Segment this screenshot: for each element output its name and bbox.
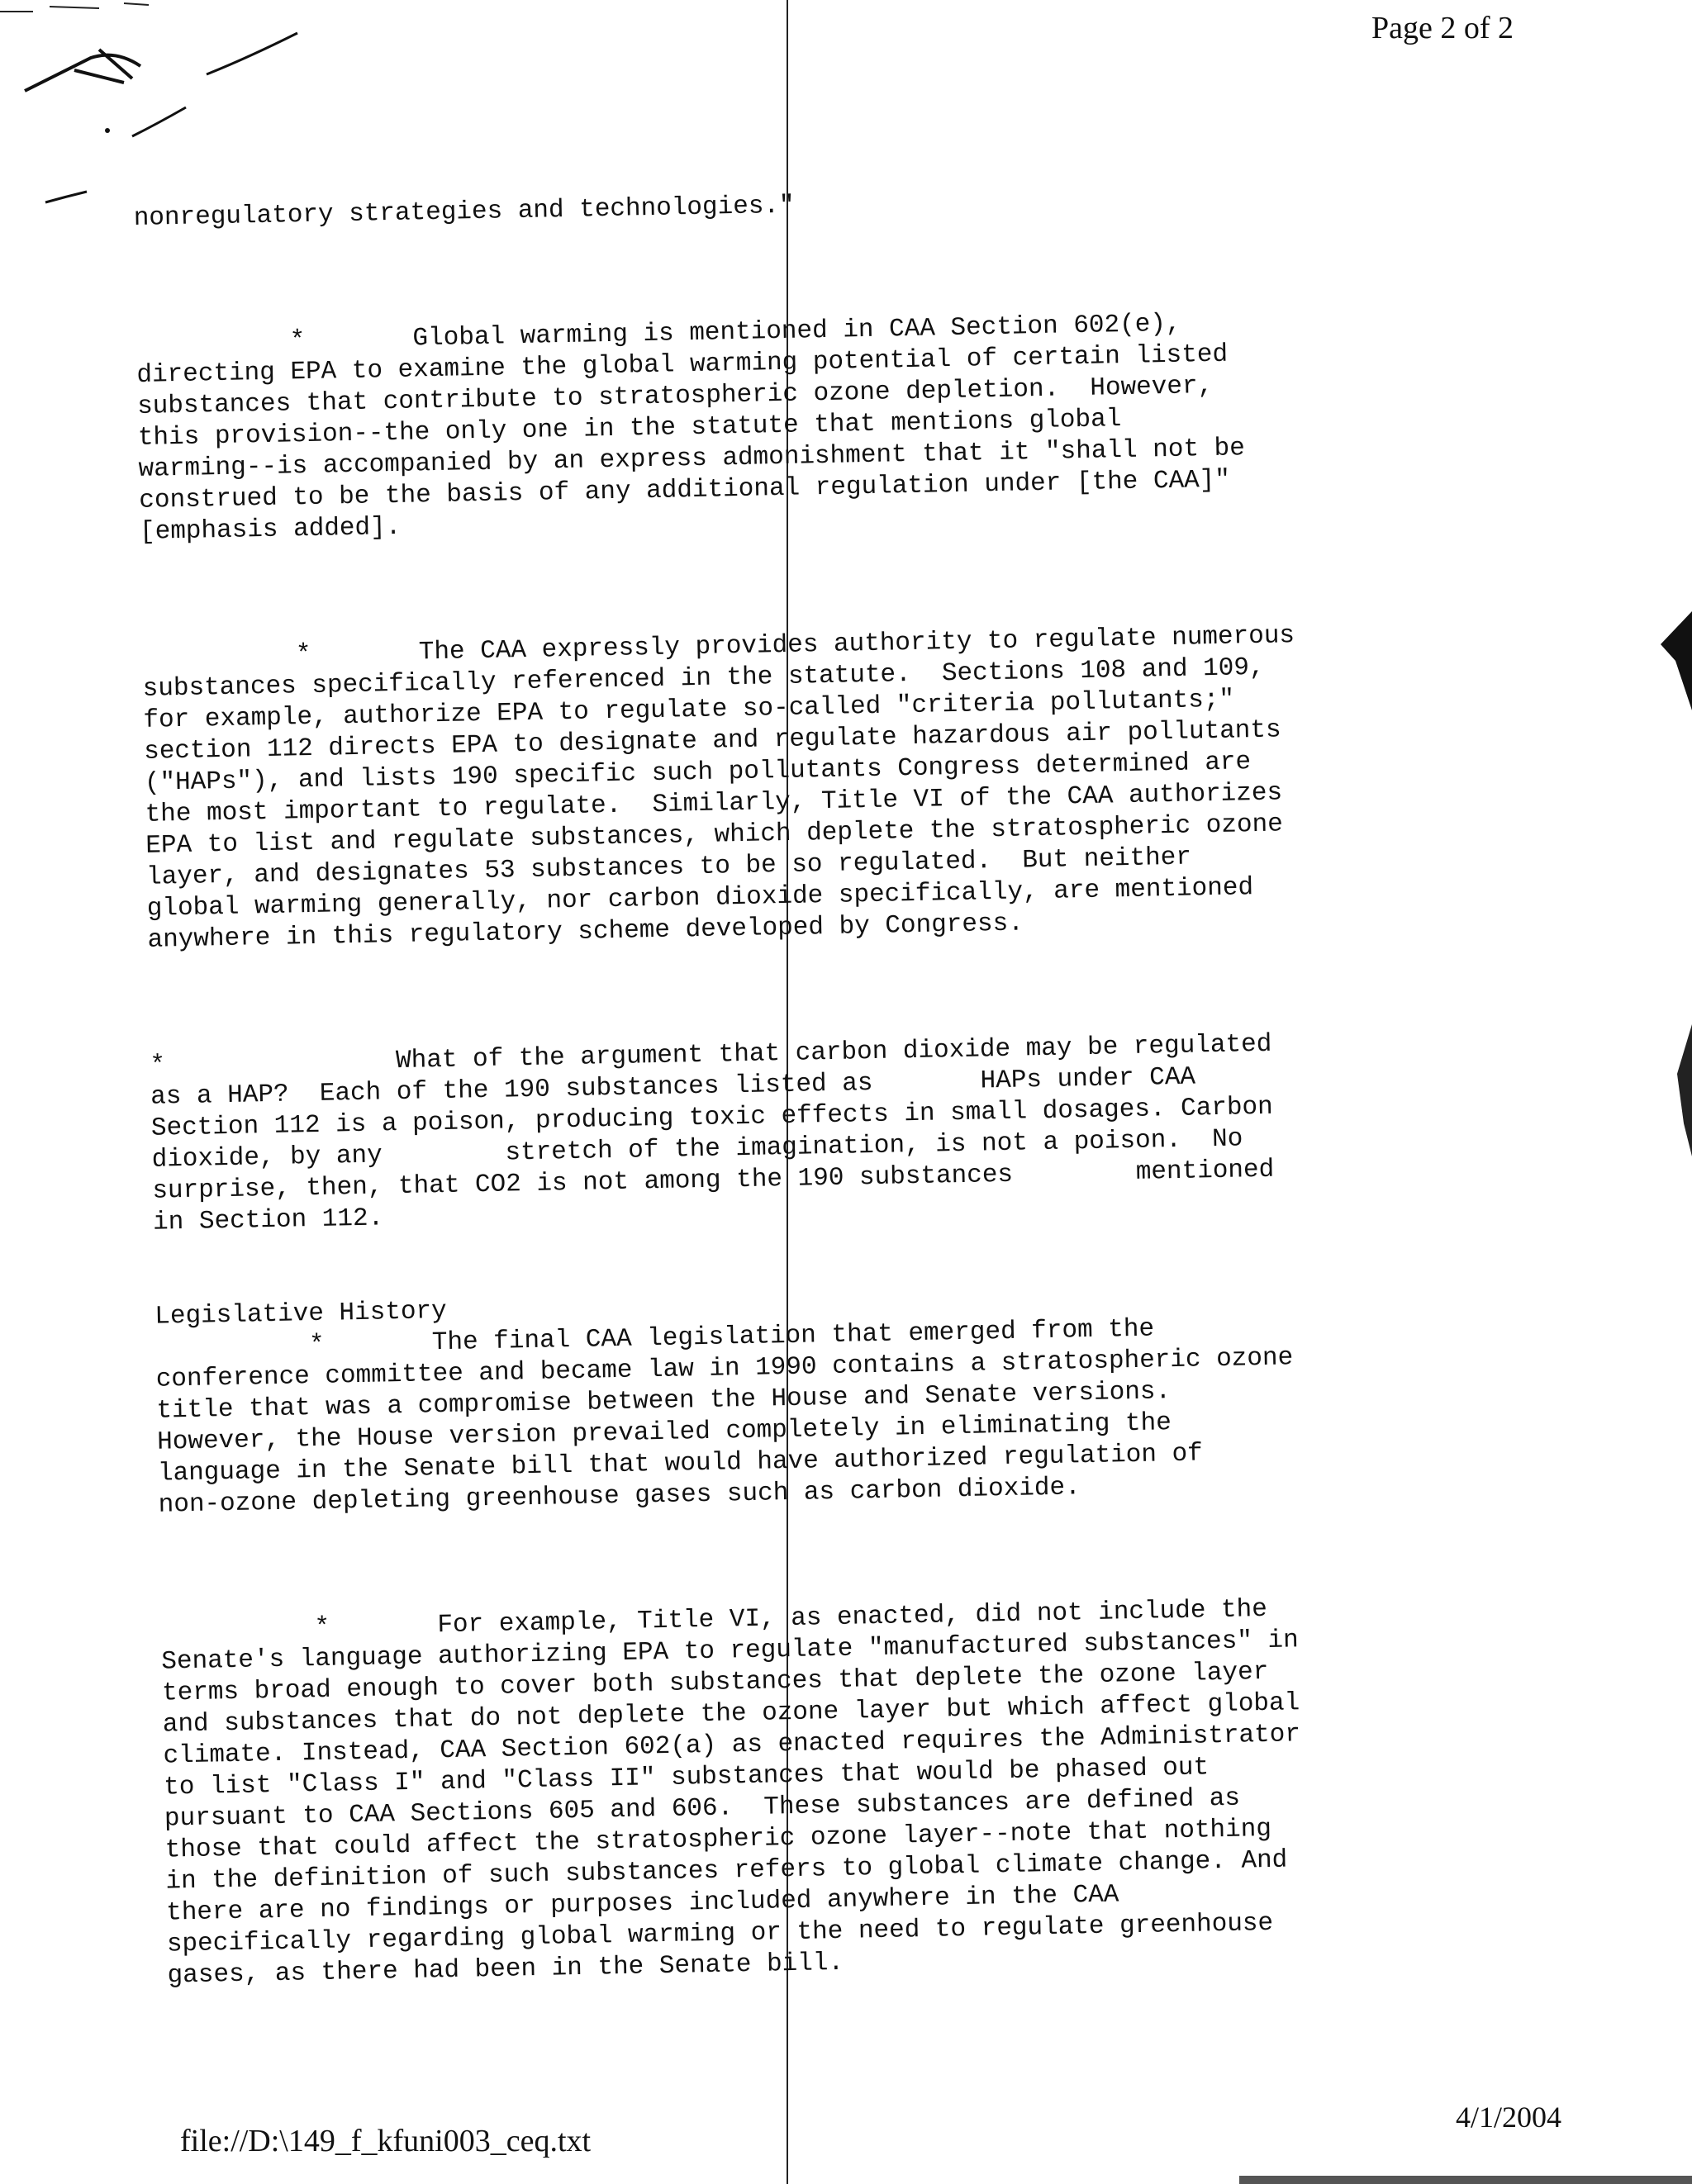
document-body [132,116,1433,2055]
paragraph-caa-authority: * The CAA expressly provides authority to regulate numerous substances specifically referenced in the statute. Sections 108 and 109, for example, authorize EPA to regulate so-called "criteria pollutants;" section 112 directs EPA to designate and regulate hazardous air pollutants ("HAPs"), and lists 190 specific such pollutants Congress determined are the most important to regulate. Similarly, Title VI of the CAA authorizes EPA to list and regulate substances, which deplete the stratospheric ozone layer, and designates 53 substances to be so regulated. But neither global warming generally, nor carbon dioxide specifically, are mentioned anywhere in this regulatory scheme developed by Congress. [141,621,1295,955]
bottom-edge-shadow [1239,2171,1692,2184]
paragraph-intro-tail: nonregulatory strategies and technologies." [133,191,795,233]
page-counter: Page 2 of 2 [1371,11,1514,45]
paragraph-global-warming: * Global warming is mentioned in CAA Section 602(e), directing EPA to examine the global warming potential of certain listed substances that contribute to stratospheric ozone depletion. However, this provision--the only one in the statute that mentions global warming--is accompanied by an express admonishment that it "shall not be construed to be the basis of any additional regulation under [the CAA]" [emphasis added]. [135,309,1246,547]
right-edge-mark [1644,611,1692,776]
paragraph-hap-argument: * What of the argument that carbon dioxide may be regulated as a HAP? Each of the 190 substances listed as HAPs under CAA Section 112 is a poison, producing toxic effects in small dosages. Carbon dioxide, by any stretch of the imagination, is not a poison. No surprise, then, that CO2 is not among the 190 substances mentioned in Section 112. [150,1029,1275,1237]
right-edge-mark-lower [1669,1024,1692,1156]
paragraph-title-vi: * For example, Title VI, as enacted, did not include the Senate's language authorizing EPA to regulate "manufactured substances" in terms broad enough to cover both substances that deplete the ozone layer and substances that do not deplete the ozone layer but which affect global climate. Instead, CAA Section 602(a) as enacted requires the Administrator to list "Class I" and "Class II" substances that would be phased out pursuant to CAA Sections 605 and 606. These substances are defined as those that could affect the stratospheric ozone layer--note that nothing in the definition of such substances refers to global climate change. And there are no findings or purposes included anywhere in the CAA specifically regarding global warming or the need to regulate greenhouse gases, as there had been in the Senate bill. [160,1594,1301,1991]
footer-file-path: file://D:\149_f_kfuni003_ceq.txt [180,2124,592,2158]
paragraph-legislative-history: Legislative History * The final CAA legislation that emerged from the conference committee and became law in 1990 contains a stratospheric ozone title that was a compromise between the House and Senate versions. However, the House version prevailed completely in eliminating the language in the Senate bill that would have authorized regulation of non-ozone depleting greenhouse gases such as carbon dioxide. [154,1296,1294,1520]
footer-date: 4/1/2004 [1456,2101,1562,2134]
